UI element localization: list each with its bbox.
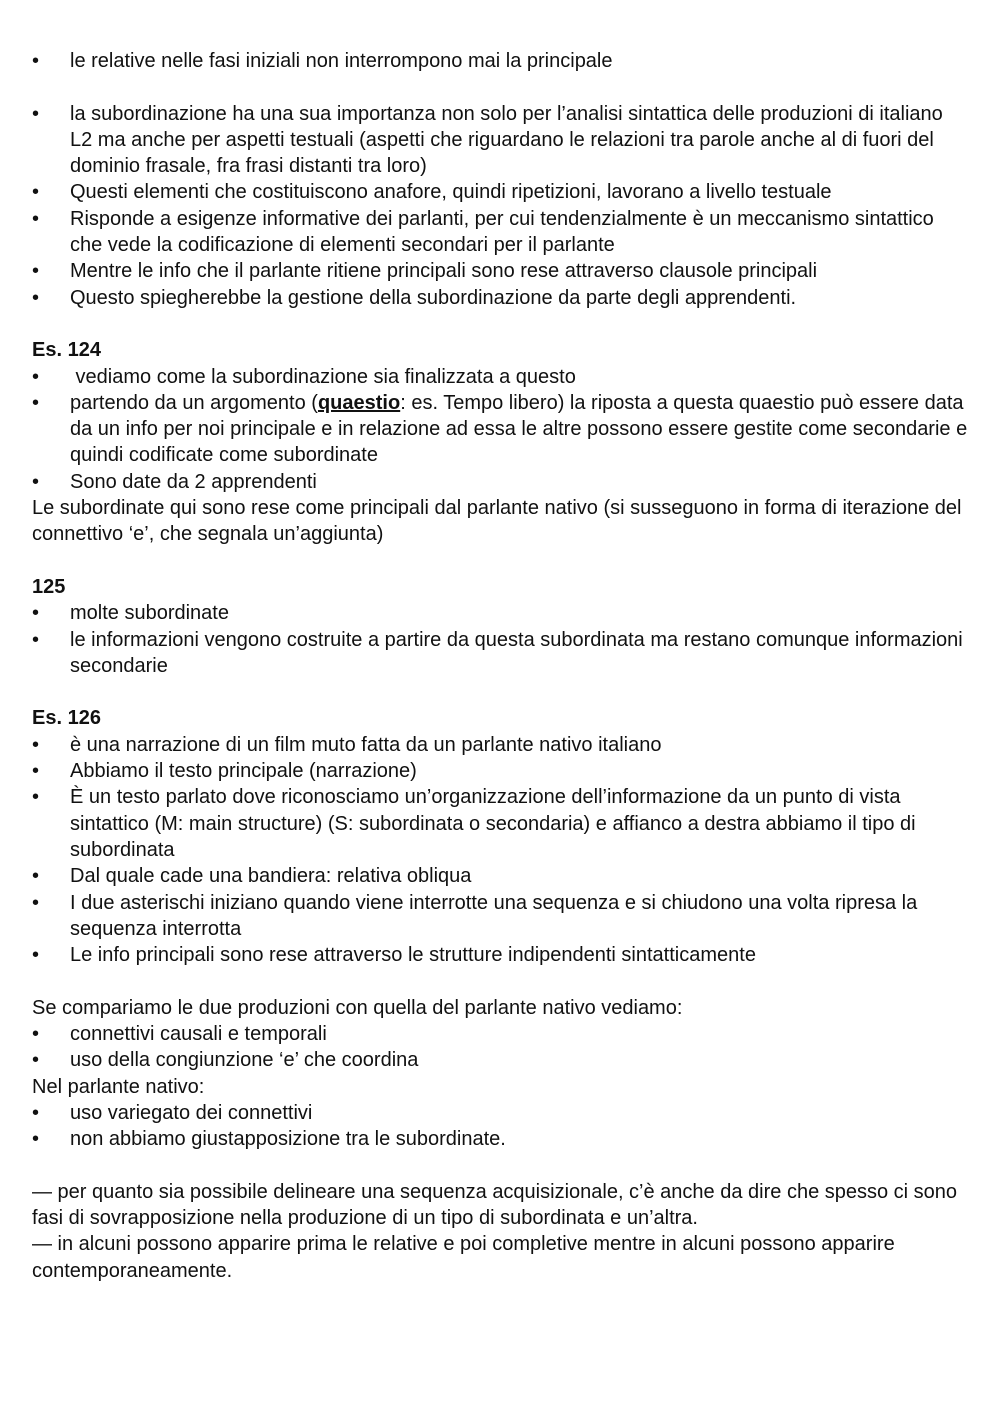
list-item-text: le relative nelle fasi iniziali non interrompono mai la principale xyxy=(70,50,613,72)
bullet-icon: • xyxy=(32,181,40,204)
bullet-icon: • xyxy=(32,50,40,72)
list-item xyxy=(32,600,968,626)
paragraph-es-124: Le subordinate qui sono rese come principali dal parlante nativo (si susseguono in forma di iterazione del connettivo ‘e’, che segnala un’aggiunta) xyxy=(32,497,962,546)
list-item xyxy=(32,758,968,784)
list-item xyxy=(32,863,968,889)
bullet-icon: • xyxy=(32,286,40,309)
list-item-text: uso variegato dei connettivi xyxy=(70,1101,313,1124)
list-item xyxy=(32,1047,968,1073)
list-item-text: uso della congiunzione ‘e’ che coordina xyxy=(70,1049,419,1072)
list-item xyxy=(32,890,968,943)
list-item-text: non abbiamo giustapposizione tra le subordinate. xyxy=(70,1128,506,1151)
bullet-icon: • xyxy=(32,260,40,283)
list-item-text: Le info principali sono rese attraverso le strutture indipendenti sintatticamente xyxy=(70,944,756,967)
list-item-text: molte subordinate xyxy=(70,602,229,625)
bullet-icon: • xyxy=(32,1049,40,1072)
bullet-icon: • xyxy=(32,865,40,888)
list-item-text: le informazioni vengono costruite a partire da questa subordinata ma restano comunque informazioni secondarie xyxy=(70,628,963,677)
list-item-text: Sono date da 2 apprendenti xyxy=(70,470,317,493)
spacer xyxy=(32,548,968,574)
bullet-list-125 xyxy=(32,600,968,679)
bullet-icon: • xyxy=(32,391,40,414)
bullet-icon: • xyxy=(32,628,40,651)
bullet-list-learners xyxy=(32,1021,968,1074)
bullet-icon: • xyxy=(32,760,40,783)
bullet-list-es-124 xyxy=(32,364,968,495)
list-item-text: connettivi causali e temporali xyxy=(70,1022,327,1045)
section-heading-es-124: Es. 124 xyxy=(32,339,101,362)
native-speaker-label: Nel parlante nativo: xyxy=(32,1075,205,1098)
list-item xyxy=(32,206,968,259)
list-item xyxy=(32,258,968,284)
list-item-text: Questi elementi che costituiscono anafore, quindi ripetizioni, lavorano a livello testuale xyxy=(70,181,832,204)
quaestio-term: quaestio xyxy=(317,391,401,414)
list-item-text-end: : es. Tempo libero) la riposta a questa quaestio può essere data da un info per noi principale e in relazione ad essa le altre possono essere gestite come secondarie e quindi codificate come subordinate xyxy=(70,391,968,467)
list-item-text: I due asterischi iniziano quando viene interrotte una sequenza e si chiudono una volta ripresa la sequenza interrotta xyxy=(70,891,918,940)
list-item xyxy=(32,364,968,390)
spacer xyxy=(32,968,968,994)
list-item-text: vediamo come la subordinazione sia finalizzata a questo xyxy=(70,365,576,388)
bullet-icon: • xyxy=(32,1101,40,1124)
list-item-text: Questo spiegherebbe la gestione della subordinazione da parte degli apprendenti. xyxy=(70,286,797,309)
list-item xyxy=(32,1021,968,1047)
list-item xyxy=(32,942,968,968)
bullet-icon: • xyxy=(32,602,40,625)
list-item xyxy=(32,1126,968,1152)
spacer xyxy=(32,311,968,337)
bullet-icon: • xyxy=(32,365,40,388)
list-item-text: la subordinazione ha una sua importanza non solo per l’analisi sintattica delle produzioni di italiano L2 ma anche per aspetti testuali (aspetti che riguardano le relazioni tra parole anche al di fuori del dominio frasale, fra frasi distanti tra loro) xyxy=(70,102,943,178)
list-item xyxy=(32,627,968,680)
closing-paragraph: — in alcuni possono apparire prima le relative e poi completive mentre in alcuni possono apparire contemporaneamente. xyxy=(32,1233,895,1282)
spacer xyxy=(32,1152,968,1178)
list-item xyxy=(32,732,968,758)
list-item-text: Risponde a esigenze informative dei parlanti, per cui tendenzialmente è un meccanismo sintattico che vede la codificazione di elementi secondari per il parlante xyxy=(70,207,934,257)
section-heading-es-126: Es. 126 xyxy=(32,707,101,730)
list-item xyxy=(32,48,968,74)
list-item xyxy=(32,179,968,205)
list-item-text: Dal quale cade una bandiera: relativa obliqua xyxy=(70,865,472,888)
bullet-icon: • xyxy=(32,944,40,967)
bullet-icon: • xyxy=(32,102,40,125)
list-item-text: Abbiamo il testo principale (narrazione) xyxy=(70,760,417,783)
bullet-list-native xyxy=(32,1100,968,1153)
list-item xyxy=(32,469,968,495)
bullet-list-subordination xyxy=(32,101,968,311)
list-item xyxy=(32,285,968,311)
bullet-list-intro xyxy=(32,48,968,74)
bullet-list-es-126 xyxy=(32,732,968,969)
list-item-text-start: partendo da un argomento ( xyxy=(70,391,318,414)
section-heading-125: 125 xyxy=(32,575,66,598)
list-item-text: Mentre le info che il parlante ritiene principali sono rese attraverso clausole principali xyxy=(70,260,818,283)
spacer xyxy=(32,74,968,100)
bullet-icon: • xyxy=(32,207,40,230)
list-item xyxy=(32,390,968,469)
bullet-icon: • xyxy=(32,470,40,493)
list-item-text: è una narrazione di un film muto fatta da un parlante nativo italiano xyxy=(70,733,662,756)
bullet-icon: • xyxy=(32,1128,40,1151)
bullet-icon: • xyxy=(32,1022,40,1045)
bullet-icon: • xyxy=(32,733,40,756)
closing-paragraph: — per quanto sia possibile delineare una sequenza acquisizionale, c’è anche da dire che spesso ci sono fasi di sovrapposizione nella produzione di un tipo di subordinata e un’altra. xyxy=(32,1180,958,1230)
list-item xyxy=(32,784,968,863)
list-item xyxy=(32,101,968,180)
spacer xyxy=(32,679,968,705)
comparison-intro: Se compariamo le due produzioni con quella del parlante nativo vediamo: xyxy=(32,996,683,1019)
list-item-text: È un testo parlato dove riconosciamo un’organizzazione dell’informazione da un punto di vista sintattico (M: main structure) (S: subordinata o secondaria) e affianco a destra abbiamo il tipo di subordinata xyxy=(70,786,916,861)
bullet-icon: • xyxy=(32,786,40,809)
bullet-icon: • xyxy=(32,891,40,914)
list-item xyxy=(32,1100,968,1126)
